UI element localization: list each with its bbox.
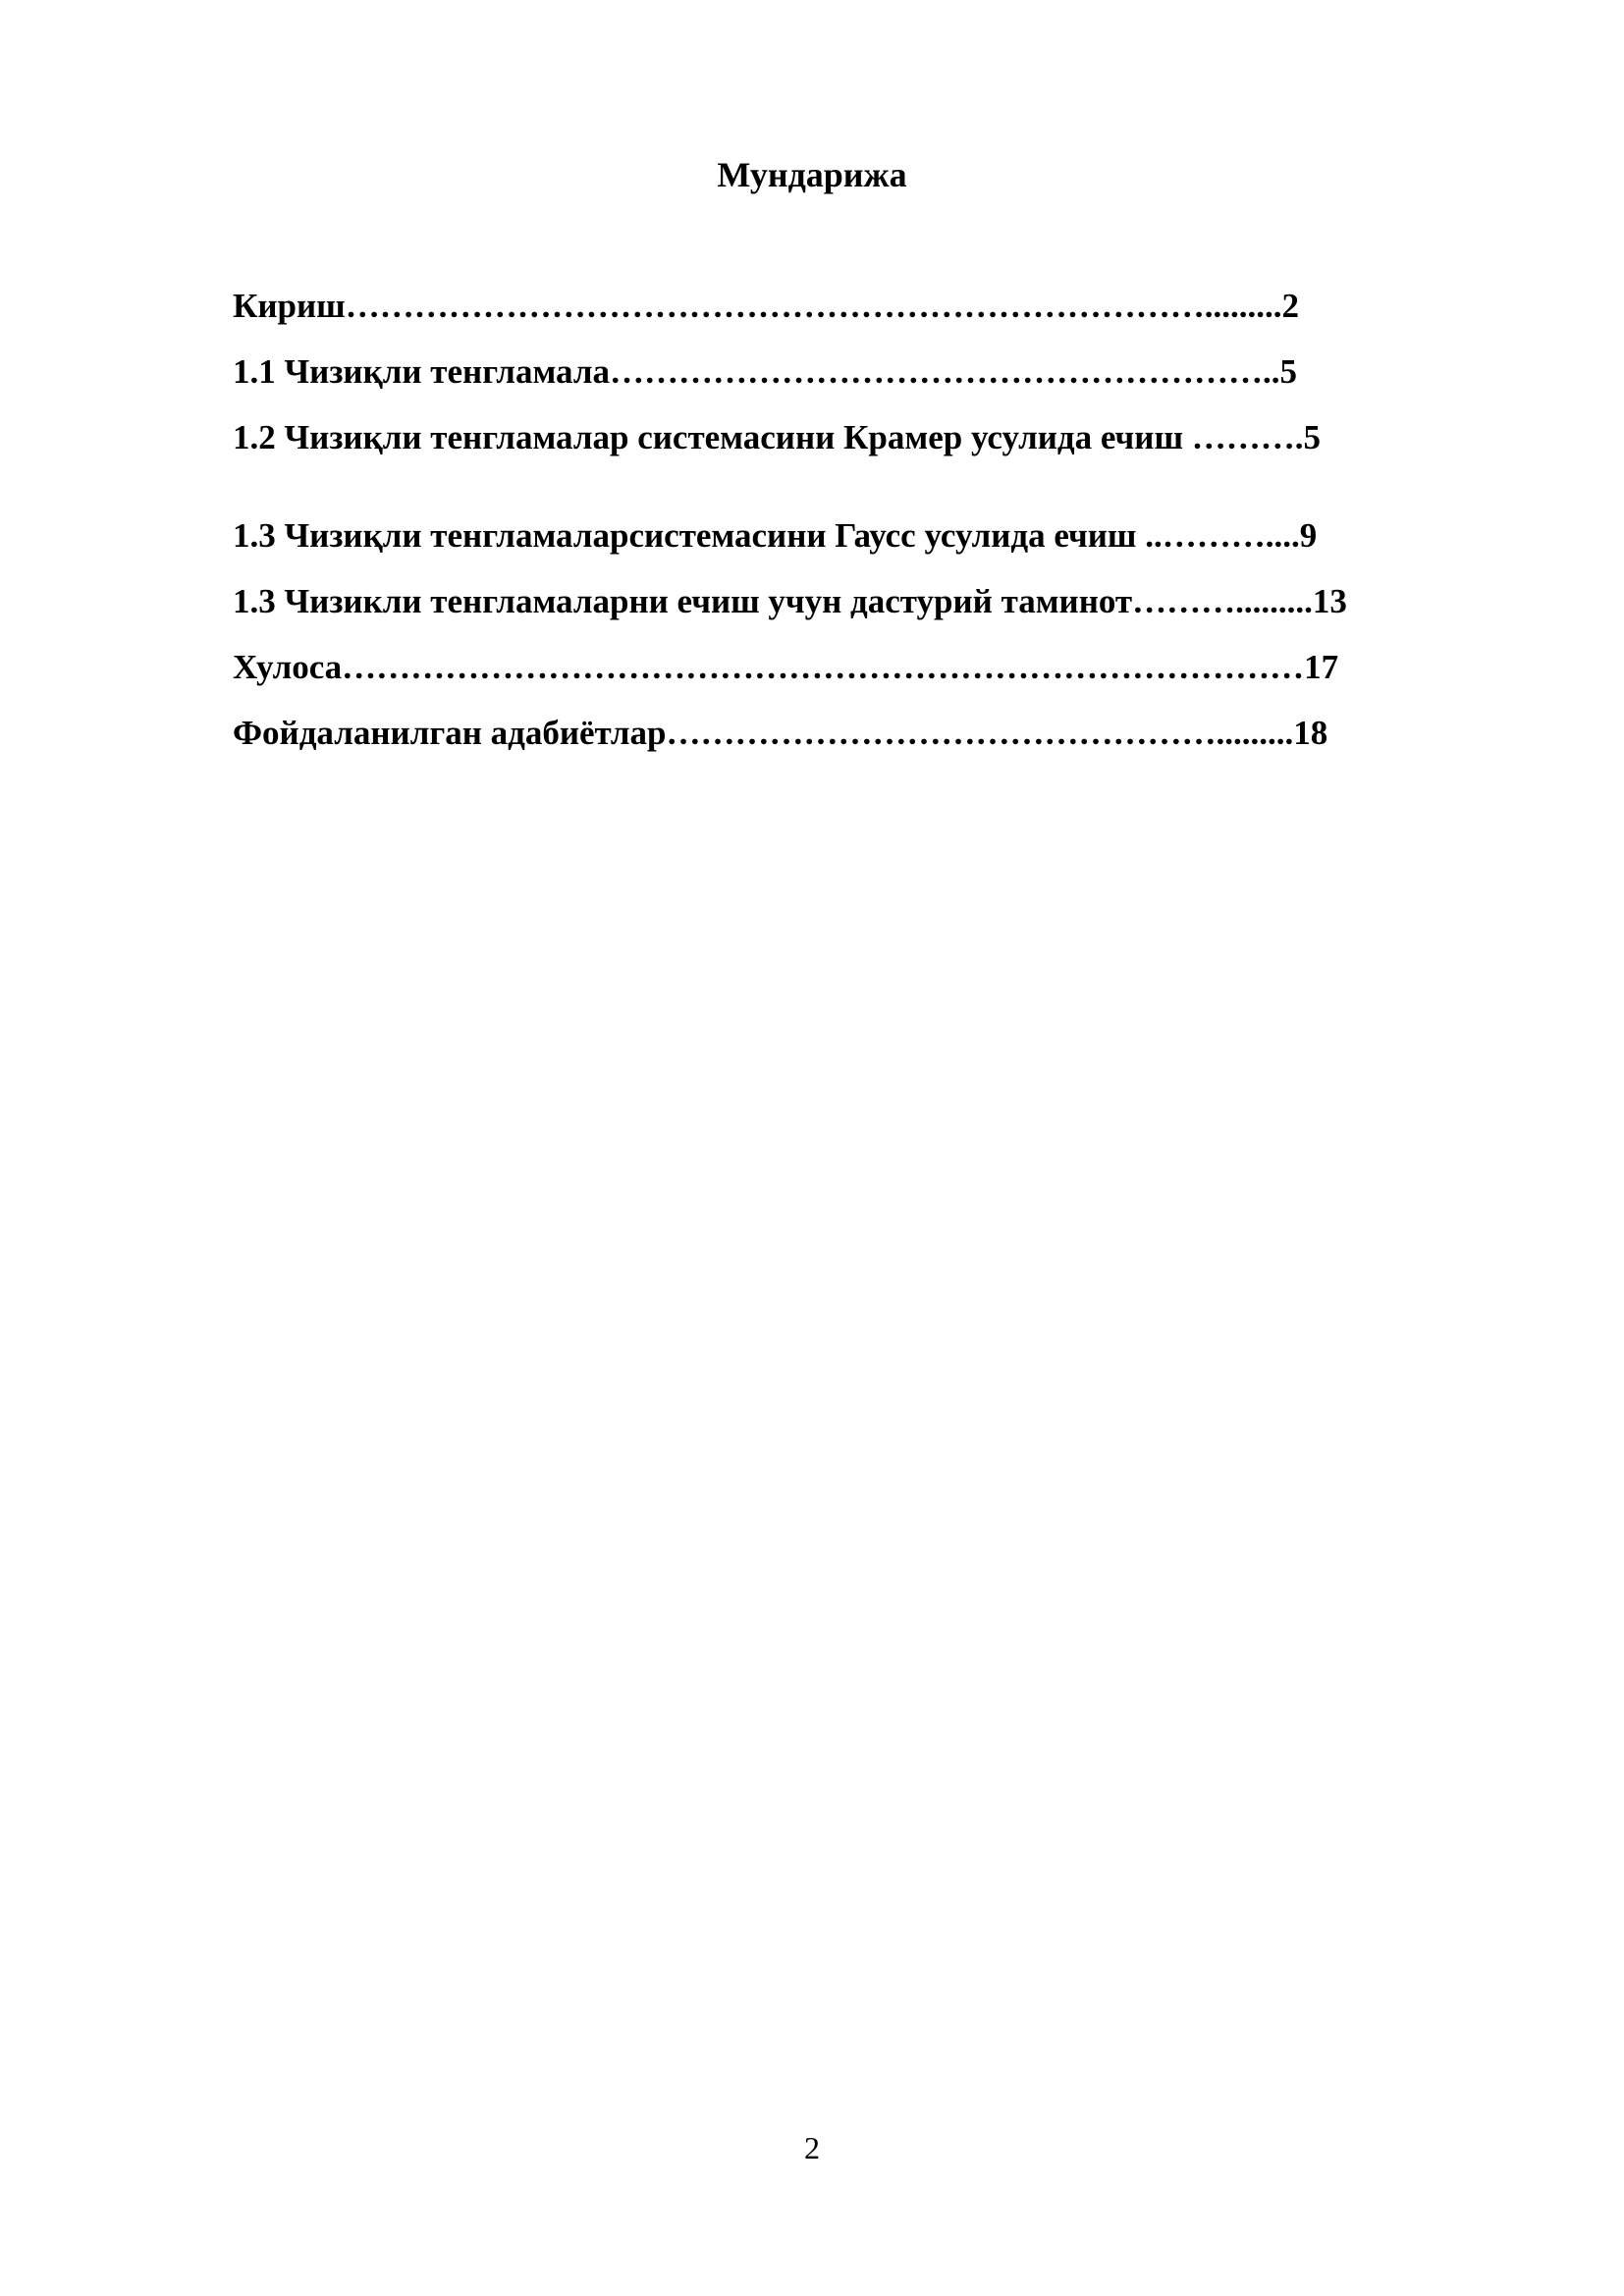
toc-entry-introduction: Кириш………………………………………………………………….........2 [233, 287, 1299, 325]
toc-entry-1-1: 1.1 Чизиқли тенгламала…………………………………………………..5 [233, 352, 1297, 391]
toc-entry-1-2: 1.2 Чизиқли тенгламалар системасини Крамер усулида ечиш ……….5 [233, 418, 1321, 456]
page-number: 2 [804, 2130, 820, 2165]
toc-entry-1-3-software: 1.3 Чизикли тенгламаларни ечиш учун дастурий таминот……….........13 [233, 582, 1347, 620]
toc-entry-references: Фойдаланилган адабиётлар………………………………………….........18 [233, 714, 1328, 752]
toc-entry-conclusion: Хулоса…………………………………………………………………………17 [233, 648, 1339, 686]
page-title: Мундарижа [717, 155, 907, 194]
toc-entry-1-3-gauss: 1.3 Чизиқли тенгламаларсистемасини Гаусс усулида ечиш ..………....9 [233, 516, 1318, 555]
